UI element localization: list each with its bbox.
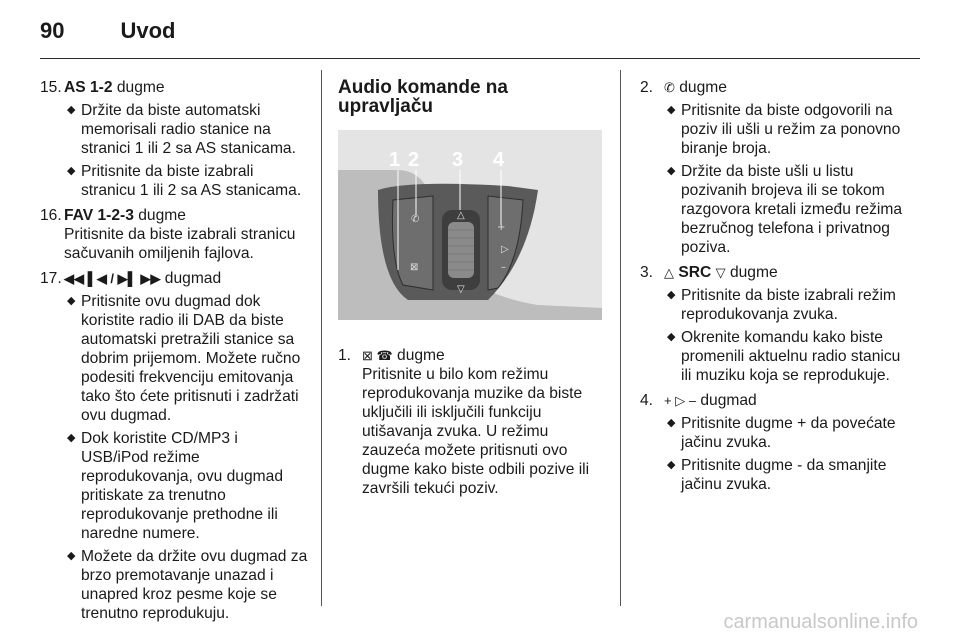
- bullet-icon: ◆: [67, 165, 76, 177]
- header-divider: [40, 58, 920, 59]
- up-triangle-icon: △: [664, 265, 674, 280]
- bullet-text: Pritisnite dugme + da povećate jačinu zvuka.: [681, 415, 896, 451]
- item-number: 4.: [640, 392, 654, 409]
- bullet-text: Pritisnite da biste izabrali režim reprodukovanja zvuka.: [681, 287, 896, 323]
- list-item-2: [640, 78, 908, 257]
- mute-hangup-icon: ⊠ ☎: [362, 348, 393, 363]
- page-header: [40, 18, 175, 48]
- heading-suffix: dugme: [392, 347, 445, 364]
- seek-icons: ◀◀ ▌◀ / ▶▌ ▶▶: [64, 271, 161, 286]
- svg-text:△: △: [457, 210, 465, 221]
- item-description: Pritisnite da biste izabrali stranicu sačuvanih omiljenih fajlova.: [64, 226, 296, 262]
- bullet-text: Dok koristite CD/MP3 i USB/iPod režime reprodukovanja, ovu dugmad pritiskate za trenutno reprodukovanje prethodne ili naredne numere.: [81, 430, 283, 542]
- item-number: 3.: [640, 264, 654, 281]
- bullet-item: [64, 429, 308, 543]
- item-heading: [64, 78, 308, 97]
- item-heading: [64, 269, 308, 288]
- callout-1: 1: [389, 149, 401, 171]
- callout-2: 2: [408, 149, 420, 171]
- page-number: 90: [40, 18, 65, 43]
- bullet-item: [664, 286, 908, 324]
- bullet-text: Okrenite komandu kako biste promenili aktuelnu radio stanicu ili muziku koja se reprodukuje.: [681, 329, 901, 384]
- list-item-1: [338, 346, 608, 498]
- heading-suffix: dugme: [112, 79, 165, 96]
- svg-text:⊠: ⊠: [410, 262, 419, 273]
- bullet-icon: ◆: [67, 432, 76, 444]
- list-item-3: [640, 263, 908, 385]
- column-middle: [338, 78, 608, 501]
- bullet-text: Možete da držite ovu dugmad za brzo premotavanje unazad i unapred kroz pesme koje se trenutno reprodukuju.: [81, 548, 308, 622]
- item-number: 1.: [338, 347, 352, 364]
- bullet-item: [664, 328, 908, 385]
- svg-text:–: –: [501, 262, 506, 273]
- bullet-text: Pritisnite da biste izabrali stranicu 1 ili 2 sa AS stanicama.: [81, 163, 302, 199]
- column-divider: [620, 70, 621, 606]
- list-item-15: [40, 78, 308, 200]
- svg-text:▽: ▽: [457, 284, 465, 295]
- item-heading: [362, 346, 608, 365]
- column-left: [40, 78, 308, 626]
- list-item-4: [640, 391, 908, 494]
- bullet-item: [64, 547, 308, 623]
- bullet-item: [64, 292, 308, 425]
- down-triangle-icon: ▽: [715, 265, 726, 280]
- column-divider: [321, 70, 322, 606]
- item-number: 17.: [40, 270, 62, 287]
- bullet-icon: ◆: [667, 417, 676, 429]
- callout-4: 4: [493, 149, 505, 171]
- watermark: carmanualsonline.info: [723, 611, 918, 633]
- bullet-item: [64, 101, 308, 158]
- bullet-item: [664, 162, 908, 257]
- volume-icon: + ▷ –: [664, 393, 697, 408]
- bullet-text: Pritisnite ovu dugmad dok koristite radio ili DAB da biste automatski pretražili stanice sa dobrim prijemom. Možete ručno podesiti frekvenciju emitovanja tako što ćete pritisnuti i zadržati ovu dugmad.: [81, 293, 301, 424]
- steering-wheel-illustration: [338, 130, 602, 320]
- item-number: 15.: [40, 79, 62, 96]
- bullet-icon: ◆: [67, 295, 76, 307]
- bullet-item: [664, 101, 908, 158]
- heading-suffix: dugmad: [696, 392, 757, 409]
- bullet-item: [664, 414, 908, 452]
- bullet-text: Držite da biste automatski memorisali radio stanice na stranici 1 ili 2 sa AS stanicama.: [81, 102, 296, 157]
- bullet-icon: ◆: [667, 331, 676, 343]
- list-item-16: [40, 206, 308, 263]
- bullet-icon: ◆: [67, 104, 76, 116]
- button-name: AS 1-2: [64, 79, 113, 96]
- heading-suffix: dugme: [674, 79, 727, 96]
- bullet-icon: ◆: [667, 459, 676, 471]
- list-item-17: [40, 269, 308, 623]
- bullet-icon: ◆: [667, 104, 676, 116]
- bullet-item: [64, 162, 308, 200]
- bullet-icon: ◆: [667, 165, 676, 177]
- bullet-item: [664, 456, 908, 494]
- item-description: Pritisnite u bilo kom režimu reprodukovanja muzike da biste uključili ili isključili funkciju utišavanja zvuka. U režimu zauzeća možete pritisnuti ovo dugme kako biste odbili pozive ili završili tekući poziv.: [362, 366, 590, 497]
- svg-text:+: +: [497, 222, 506, 233]
- page-title: Uvod: [120, 18, 176, 43]
- svg-text:✆: ✆: [411, 214, 420, 225]
- column-right: [640, 78, 908, 497]
- svg-text:▷: ▷: [501, 244, 509, 255]
- bullet-icon: ◆: [667, 289, 676, 301]
- phone-icon: ✆: [664, 80, 675, 95]
- bullet-text: Držite da biste ušli u listu pozivanih brojeva ili se tokom razgovora kretali između režima bezručnog telefona i privatnog poziva.: [681, 163, 902, 256]
- bullet-icon: ◆: [67, 550, 76, 562]
- callout-3: 3: [452, 149, 464, 171]
- heading-suffix: dugmad: [160, 270, 222, 287]
- item-heading: [664, 391, 908, 410]
- item-heading: [64, 206, 308, 225]
- button-name: SRC: [678, 264, 712, 281]
- heading-suffix: dugme: [725, 264, 778, 281]
- steering-controls-photo: [338, 130, 602, 320]
- bullet-text: Pritisnite dugme - da smanjite jačinu zvuka.: [681, 457, 887, 493]
- item-number: 2.: [640, 79, 654, 96]
- bullet-text: Pritisnite da biste odgovorili na poziv ili ušli u režim za ponovno biranje broja.: [681, 102, 901, 157]
- item-number: 16.: [40, 207, 62, 224]
- heading-suffix: dugme: [133, 207, 186, 224]
- item-heading: [664, 263, 908, 282]
- item-heading: [664, 78, 908, 97]
- section-title: Audio komande na upravljaču: [338, 77, 508, 117]
- button-name: FAV 1-2-3: [64, 207, 134, 224]
